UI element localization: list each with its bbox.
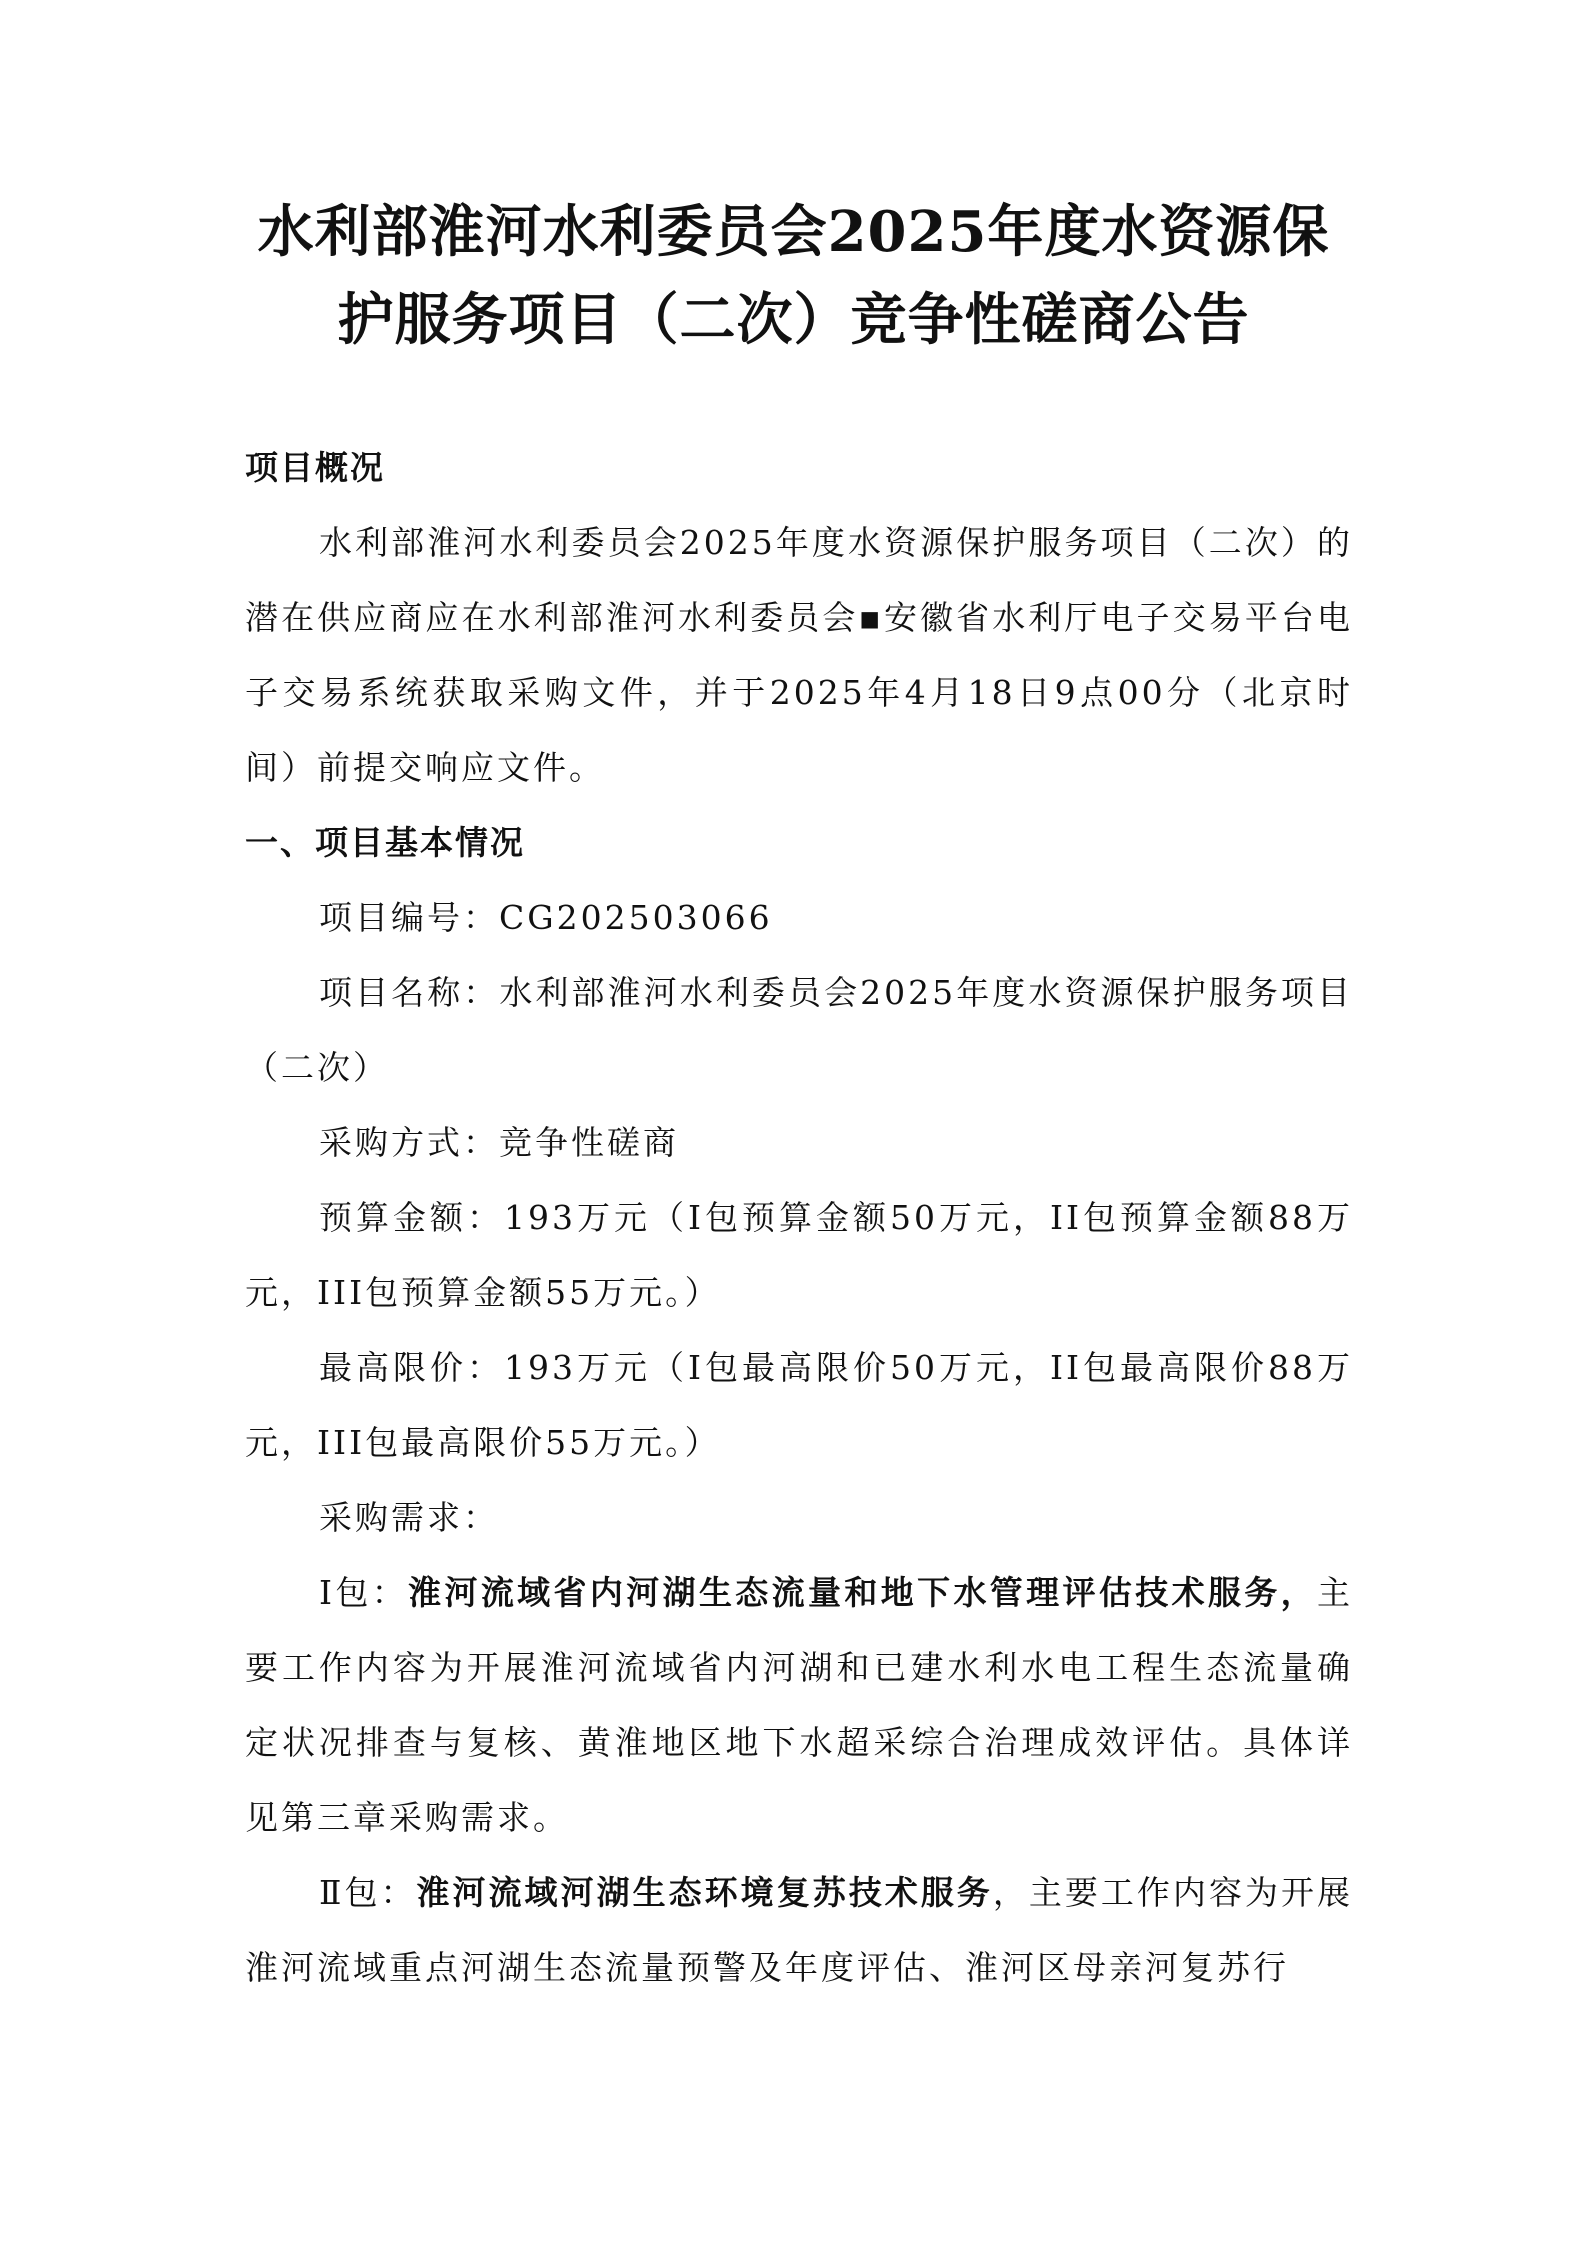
package-1-name: 淮河流域省内河湖生态流量和地下水管理评估技术服务， — [408, 1573, 1317, 1612]
package-1-paragraph — [245, 1555, 1353, 1855]
overview-paragraph: 水利部淮河水利委员会2025年度水资源保护服务项目（二次）的潜在供应商应在水利部淮河水利委员会▪安徽省水利厅电子交易平台电子交易系统获取采购文件，并于2025年4月18日9点00分（北京时间）前提交响应文件。 — [245, 523, 1353, 787]
requirements-label: 采购需求： — [319, 1498, 499, 1537]
package-1-label: Ⅰ包： — [319, 1573, 409, 1612]
package-1-text: 主要工作内容为开展淮河流域省内河湖和已建水利水电工程生态流量确定状况排查与复核、黄淮地区地下水超采综合治理成效评估。具体详见第三章采购需求。 — [245, 1573, 1353, 1837]
package-2-name: 淮河流域河湖生态环境复苏技术服务 — [416, 1873, 993, 1912]
procurement-method: 采购方式：竞争性磋商 — [319, 1123, 679, 1162]
document-title — [200, 188, 1387, 364]
package-2-text: ，主要工作内容为开展淮河流域重点河湖生态流量预警及年度评估、淮河区母亲河复苏行 — [245, 1873, 1354, 1987]
title-line-2: 护服务项目（二次）竞争性磋商公告 — [337, 287, 1250, 353]
section-1-heading: 一、项目基本情况 — [245, 823, 525, 862]
project-number: 项目编号：CG202503066 — [319, 898, 773, 937]
budget-amount: 预算金额：193万元（I包预算金额50万元，II包预算金额88万元，III包预算金额55万元。） — [245, 1198, 1353, 1312]
title-line-1: 水利部淮河水利委员会2025年度水资源保 — [257, 199, 1330, 265]
overview-heading: 项目概况 — [245, 448, 385, 487]
max-price: 最高限价：193万元（I包最高限价50万元，II包最高限价88万元，III包最高限价55万元。） — [245, 1348, 1353, 1462]
document-body — [245, 430, 1353, 2005]
package-2-label: Ⅱ包： — [319, 1873, 417, 1912]
package-2-paragraph — [245, 1855, 1353, 2005]
project-name: 项目名称：水利部淮河水利委员会2025年度水资源保护服务项目（二次） — [245, 973, 1353, 1087]
